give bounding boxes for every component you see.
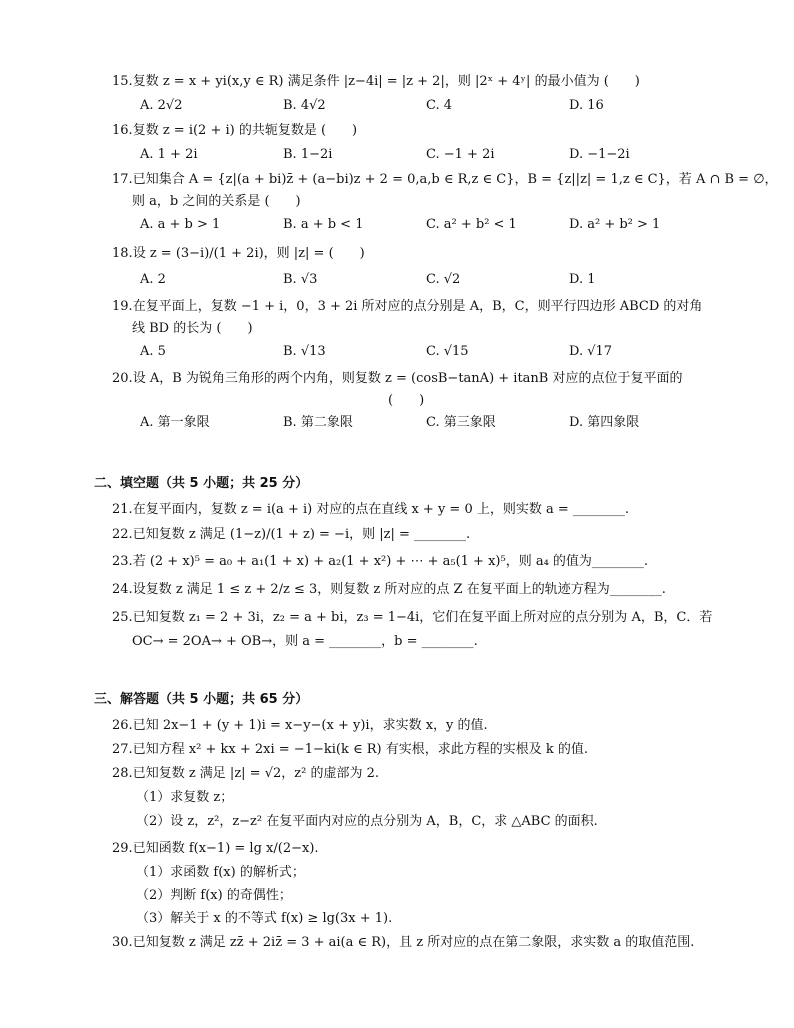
question-29 xyxy=(112,840,319,858)
question-text: 若 (2 + x)⁵ = a₀ + a₁(1 + x) + a₂(1 + x²) + ⋯ + a₅(1 + x)⁵，则 a₄ 的值为________. xyxy=(132,554,649,569)
question-number: 16. xyxy=(112,123,133,138)
question-text: 复数 z = x + yi(x,y ∈ R) 满足条件 |z−4i| = |z + 2|，则 |2ˣ + 4ʸ| 的最小值为 ( ) xyxy=(132,74,640,89)
option-b: B. √13 xyxy=(283,344,326,359)
question-text: 设 A，B 为锐角三角形的两个内角，则复数 z = (cosB−tanA) + itanB 对应的点位于复平面的 xyxy=(132,371,683,386)
question-number: 27. xyxy=(112,742,133,757)
question-number: 28. xyxy=(112,766,133,781)
question-text: 已知方程 x² + kx + 2xi = −1−ki(k ∈ R) 有实根，求此方程的实根及 k 的值. xyxy=(132,742,588,757)
option-b: B. 1−2i xyxy=(283,147,333,162)
question-number: 24. xyxy=(112,582,133,597)
question-text: 已知复数 z 满足 |z| = √2，z² 的虚部为 2. xyxy=(132,766,379,781)
question-number: 30. xyxy=(112,935,133,950)
question-number: 26. xyxy=(112,718,133,733)
option-c: C. √15 xyxy=(426,344,469,359)
option-b: B. 第二象限 xyxy=(283,415,353,430)
question-number: 22. xyxy=(112,527,133,542)
question-text: 已知复数 z₁ = 2 + 3i，z₂ = a + bi，z₃ = 1−4i，它们在复平面上所对应的点分别为 A，B，C．若 xyxy=(132,610,713,625)
question-24 xyxy=(112,581,666,599)
question-19 xyxy=(112,298,702,316)
option-c: C. −1 + 2i xyxy=(426,147,495,162)
question-17 xyxy=(112,171,778,189)
question-number: 23. xyxy=(112,554,133,569)
question-continuation: 线 BD 的长为 ( ) xyxy=(132,321,253,336)
question-continuation: OC→ = 2OA→ + OB→，则 a = ________，b = ________. xyxy=(132,634,478,649)
option-d: D. 1 xyxy=(569,272,596,287)
section-heading-fill-in: 二、填空题（共 5 小题；共 25 分） xyxy=(94,476,309,491)
question-number: 21. xyxy=(112,502,133,517)
question-text: 已知函数 f(x−1) = lg x/(2−x). xyxy=(132,841,319,856)
option-d: D. 第四象限 xyxy=(569,415,640,430)
option-a: A. 1 + 2i xyxy=(140,147,198,162)
option-c: C. 4 xyxy=(426,98,453,113)
question-27 xyxy=(112,741,588,759)
question-28 xyxy=(112,765,379,783)
option-d: D. √17 xyxy=(569,344,613,359)
option-a: A. 2 xyxy=(140,272,166,287)
option-a: A. 2√2 xyxy=(140,98,183,113)
question-text: 已知复数 z 满足 zz̄ + 2iz̄ = 3 + ai(a ∈ R)，且 z 所对应的点在第二象限，求实数 a 的取值范围. xyxy=(132,935,695,950)
question-text: 复数 z = i(2 + i) 的共轭复数是 ( ) xyxy=(132,123,358,138)
question-30 xyxy=(112,934,694,952)
option-b: B. 4√2 xyxy=(283,98,326,113)
option-a: A. 5 xyxy=(140,344,166,359)
option-d: D. 16 xyxy=(569,98,604,113)
question-text: 已知复数 z 满足 (1−z)/(1 + z) = −i，则 |z| = ________. xyxy=(132,527,471,542)
option-c: C. √2 xyxy=(426,272,461,287)
question-25 xyxy=(112,609,712,627)
question-23 xyxy=(112,553,648,571)
question-number: 17. xyxy=(112,172,133,187)
option-d: D. −1−2i xyxy=(569,147,630,162)
question-16 xyxy=(112,122,357,140)
question-15 xyxy=(112,73,640,91)
option-a: A. 第一象限 xyxy=(140,415,210,430)
section-heading-solutions: 三、解答题（共 5 小题；共 65 分） xyxy=(94,692,309,707)
question-continuation: 则 a，b 之间的关系是 ( ) xyxy=(132,194,301,209)
question-20 xyxy=(112,370,682,388)
question-number: 25. xyxy=(112,610,133,625)
sub-question: （2）设 z，z²，z−z² 在复平面内对应的点分别为 A，B，C，求 △ABC 的面积. xyxy=(136,814,598,829)
question-number: 18. xyxy=(112,246,133,261)
option-b: B. a + b < 1 xyxy=(283,217,364,232)
question-number: 19. xyxy=(112,299,133,314)
sub-question: （1）求函数 f(x) 的解析式； xyxy=(136,865,305,880)
question-number: 20. xyxy=(112,371,133,386)
question-18 xyxy=(112,245,365,263)
question-text: 在复平面内，复数 z = i(a + i) 对应的点在直线 x + y = 0 上，则实数 a = ________. xyxy=(132,502,630,517)
question-26 xyxy=(112,717,488,735)
question-22 xyxy=(112,526,470,544)
question-number: 15. xyxy=(112,74,133,89)
question-text: 已知 2x−1 + (y + 1)i = x−y−(x + y)i，求实数 x，y 的值. xyxy=(132,718,488,733)
question-21 xyxy=(112,501,629,519)
option-b: B. √3 xyxy=(283,272,318,287)
option-a: A. a + b > 1 xyxy=(140,217,221,232)
question-text: 设复数 z 满足 1 ≤ z + 2/z ≤ 3，则复数 z 所对应的点 Z 在复平面上的轨迹方程为________. xyxy=(132,582,666,597)
option-c: C. a² + b² < 1 xyxy=(426,217,517,232)
sub-question: （1）求复数 z； xyxy=(136,790,234,805)
question-text: 在复平面上，复数 −1 + i，0，3 + 2i 所对应的点分别是 A，B，C，则平行四边形 ABCD 的对角 xyxy=(132,299,703,314)
sub-question: （2）判断 f(x) 的奇偶性； xyxy=(136,888,292,903)
answer-parentheses: ( ) xyxy=(388,393,425,408)
question-text: 已知集合 A = {z|(a + bi)z̄ + (a−bi)z + 2 = 0,a,b ∈ R,z ∈ C}，B = {z||z| = 1,z ∈ C}，若 A ∩ B = ∅， xyxy=(132,172,778,187)
question-number: 29. xyxy=(112,841,133,856)
option-d: D. a² + b² > 1 xyxy=(569,217,661,232)
sub-question: （3）解关于 x 的不等式 f(x) ≥ lg(3x + 1). xyxy=(136,911,393,926)
question-text: 设 z = (3−i)/(1 + 2i)，则 |z| = ( ) xyxy=(132,246,365,261)
option-c: C. 第三象限 xyxy=(426,415,496,430)
